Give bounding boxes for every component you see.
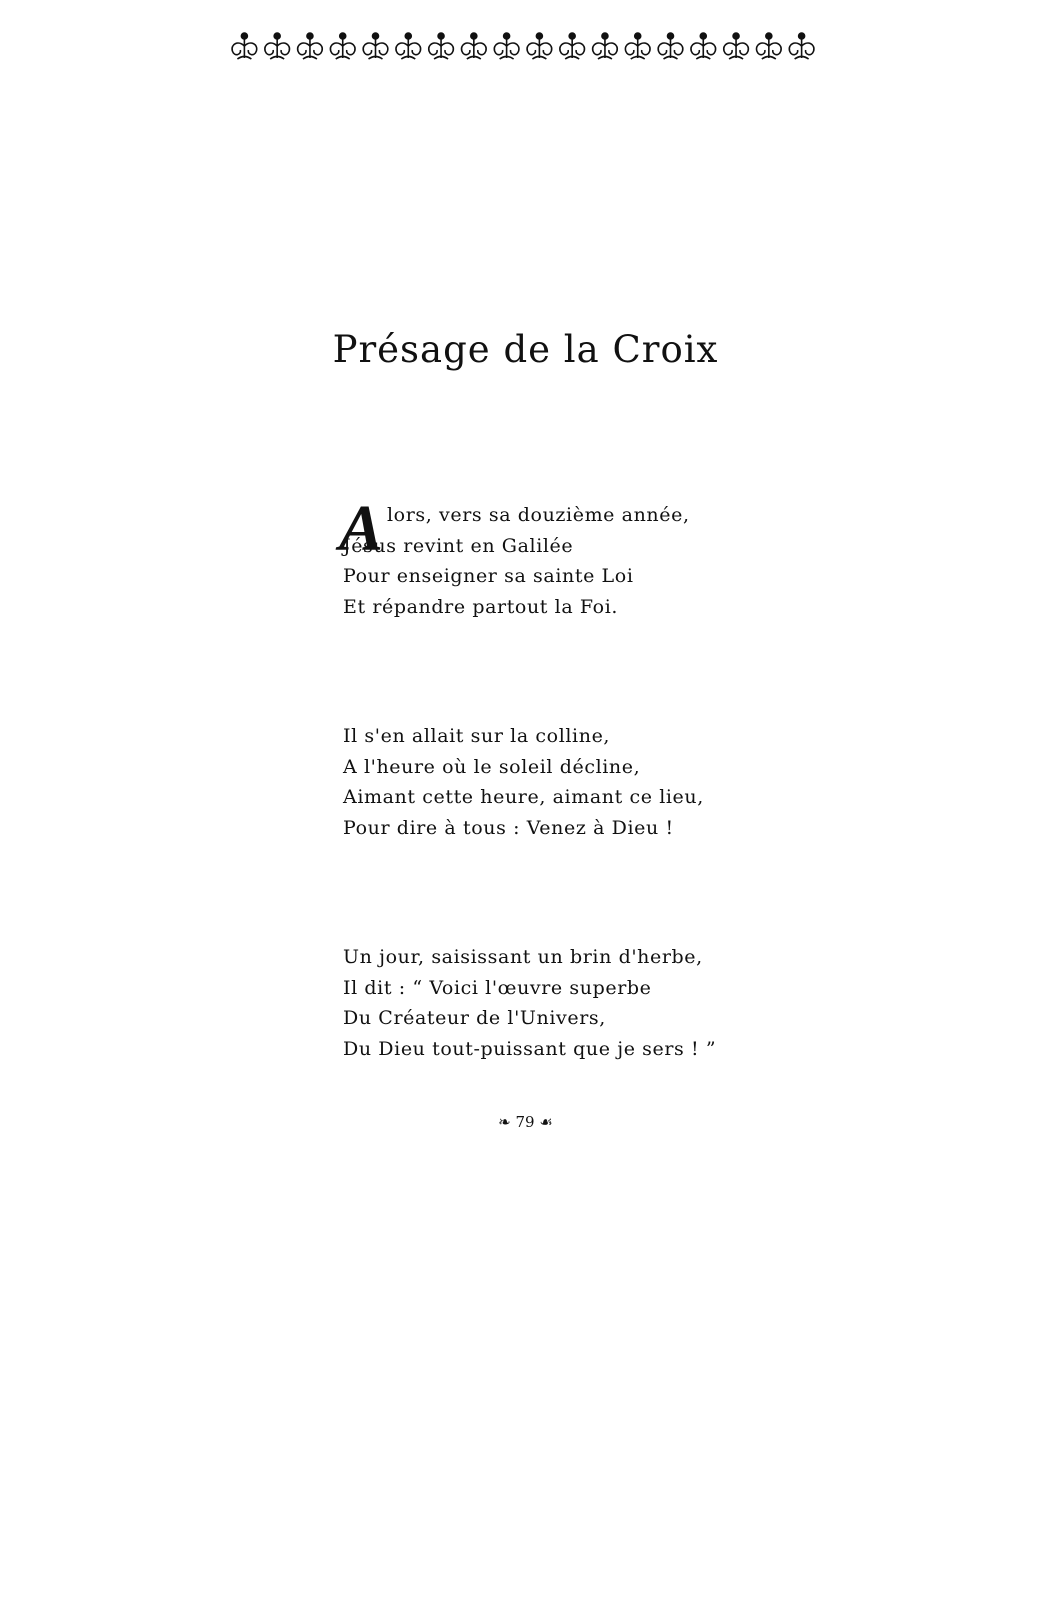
fleuron-icon bbox=[527, 33, 552, 59]
fleuron-icon bbox=[298, 33, 323, 59]
stanza-2 bbox=[343, 721, 823, 843]
poem bbox=[339, 492, 823, 1163]
fleuron-icon bbox=[462, 33, 487, 59]
verse-line: Pour dire à tous : Venez à Dieu ! bbox=[343, 816, 674, 839]
page-number: ❧ 79 ☙ bbox=[498, 1113, 553, 1131]
stanza-3 bbox=[343, 942, 823, 1064]
verse-line: Il s'en allait sur la colline, bbox=[343, 725, 611, 747]
verse-line: Un jour, saisissant un brin d'herbe, bbox=[343, 946, 703, 968]
fleuron-icon bbox=[429, 33, 454, 59]
fleuron-icon bbox=[593, 33, 618, 59]
fleuron-icon bbox=[494, 33, 519, 59]
verse-line: Aimant cette heure, aimant ce lieu, bbox=[343, 786, 704, 808]
drop-cap: A bbox=[339, 492, 384, 565]
verse-line: Il dit : “ Voici l'œuvre superbe bbox=[343, 976, 652, 999]
fleuron-icon bbox=[363, 33, 388, 59]
fleuron-icon bbox=[560, 33, 585, 59]
fleuron-icon bbox=[691, 33, 716, 59]
verse-line: A l'heure où le soleil décline, bbox=[343, 755, 641, 778]
fleuron-icon bbox=[265, 33, 290, 59]
verse-line: Pour enseigner sa sainte Loi bbox=[343, 565, 634, 587]
verse-line: Du Créateur de l'Univers, bbox=[343, 1007, 606, 1029]
ornament-band bbox=[228, 30, 818, 64]
fleuron-row bbox=[228, 30, 818, 64]
stanza-1 bbox=[339, 492, 823, 622]
fleuron-icon bbox=[789, 33, 814, 59]
fleuron-icon bbox=[232, 33, 257, 59]
fleuron-icon bbox=[724, 33, 749, 59]
poem-title: Présage de la Croix bbox=[332, 328, 719, 371]
verse-line: Du Dieu tout-puissant que je sers ! ” bbox=[343, 1037, 717, 1060]
fleuron-icon bbox=[625, 33, 650, 59]
fleuron-icon bbox=[330, 33, 355, 59]
verse-line: Jésus revint en Galilée bbox=[343, 534, 574, 557]
fleuron-icon bbox=[396, 33, 421, 59]
verse-line: Et répandre partout la Foi. bbox=[343, 595, 619, 618]
fleuron-icon bbox=[757, 33, 782, 59]
verse-line-rest: lors, vers sa douzième année, bbox=[387, 504, 690, 526]
fleuron-icon bbox=[658, 33, 683, 59]
